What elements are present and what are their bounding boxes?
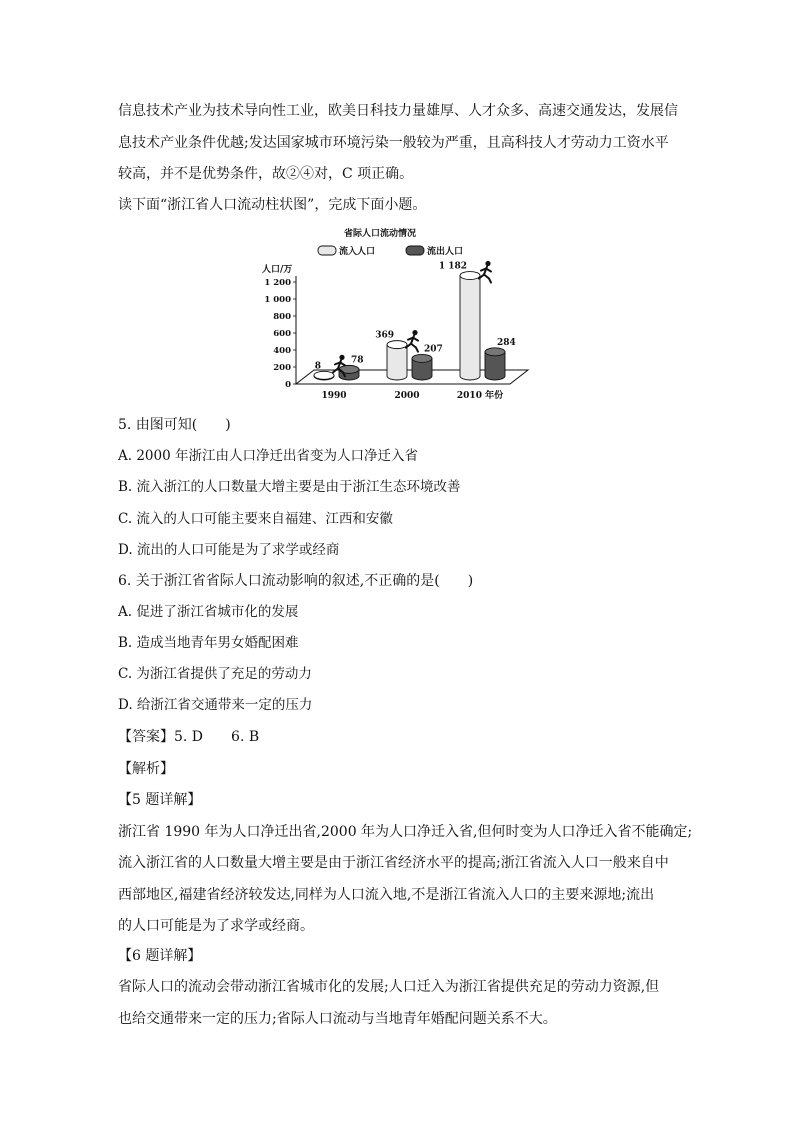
x-tick-label: 1990 [321, 391, 347, 401]
option-b: B. 造成当地青年男女婚配困难 [118, 635, 299, 651]
bar-body [460, 276, 480, 380]
text-line: 省际人口的流动会带动浙江省城市化的发展;人口迁入为浙江省提供充足的劳动力资源,但 [118, 979, 660, 995]
bar-top [412, 354, 432, 362]
bar-top [387, 341, 407, 349]
bar [460, 272, 480, 380]
runner-head [412, 330, 417, 335]
bar [314, 371, 334, 380]
y-tick-label: 1 200 [264, 278, 291, 288]
option-b: B. 流入浙江的人口数量大增主要是由于浙江生态环境改善 [118, 479, 461, 495]
legend-label: 流出人口 [427, 247, 464, 257]
legend-swatch [318, 246, 336, 255]
section-heading: 【5 题详解】 [118, 792, 202, 808]
bar-body [387, 345, 407, 380]
answer-line: 【答案】5. D 6. B [118, 729, 260, 745]
x-tick-label: 2010 年份 [456, 391, 504, 401]
text-line: 的人口可能是为了求学或经商。 [118, 918, 314, 934]
text-line: 信息技术产业为技术导向性工业，欧美日科技力量雄厚、人才众多、高速交通发达，发展信 [118, 103, 678, 119]
population-flow-chart [258, 222, 533, 402]
runner-body [479, 267, 491, 283]
bar-top [314, 371, 334, 379]
runner-icon [406, 330, 418, 352]
option-d: D. 流出的人口可能是为了求学或经商 [118, 542, 340, 558]
runner-icon [479, 261, 491, 283]
data-label: 207 [424, 344, 443, 355]
y-tick-label: 400 [273, 346, 291, 356]
option-a: A. 促进了浙江省城市化的发展 [118, 604, 299, 620]
data-label: 284 [497, 337, 516, 348]
text-line: 息技术产业条件优越;发达国家城市环境污染一般较为严重，且高科技人才劳动力工资水平 [118, 135, 669, 151]
y-axis-label: 人口/万 [262, 265, 293, 275]
x-tick-label: 2000 [394, 391, 420, 401]
legend-swatch [406, 246, 424, 255]
text-line: 也给交通带来一定的压力;省际人口流动与当地青年婚配问题关系不大。 [118, 1011, 557, 1027]
option-a: A. 2000 年浙江由人口净迁出省变为人口净迁入省 [118, 448, 418, 464]
legend-label: 流入人口 [339, 247, 376, 257]
runner-body [406, 336, 418, 352]
question-stem: 6. 关于浙江省省际人口流动影响的叙述,不正确的是( ) [118, 573, 474, 589]
bar-top [485, 348, 505, 356]
data-label: 369 [375, 330, 394, 341]
data-label: 8 [314, 361, 321, 372]
runner-head [339, 355, 344, 360]
y-tick-label: 0 [285, 380, 291, 390]
data-label: 78 [351, 355, 364, 366]
bar [485, 348, 505, 380]
bar-top [460, 272, 480, 280]
option-c: C. 为浙江省提供了充足的劳动力 [118, 666, 312, 682]
bar [387, 341, 407, 380]
data-label: 1 182 [438, 261, 467, 272]
y-tick-label: 800 [273, 312, 291, 322]
y-tick-label: 200 [273, 363, 291, 373]
text-line: 流入浙江省的人口数量大增主要是由于浙江省经济水平的提高;浙江省流入人口一般来自中 [118, 855, 669, 871]
section-heading: 【6 题详解】 [118, 948, 202, 964]
text-line: 西部地区,福建省经济较发达,同样为人口流入地,不是浙江省流入人口的主要来源地;流出 [118, 887, 655, 903]
option-d: D. 给浙江省交通带来一定的压力 [118, 697, 313, 713]
chart-intro: 读下面“浙江省人口流动柱状图”，完成下面小题。 [118, 197, 427, 213]
y-tick-label: 1 000 [264, 295, 291, 305]
analysis-heading: 【解析】 [118, 761, 174, 777]
y-tick-label: 600 [273, 329, 291, 339]
text-line: 较高，并不是优势条件，故②④对，C 项正确。 [118, 166, 414, 182]
bar [412, 354, 432, 380]
option-c: C. 流入的人口可能主要来自福建、江西和安徽 [118, 511, 393, 527]
runner-head [485, 261, 490, 266]
question-stem: 5. 由图可知( ) [118, 417, 231, 433]
chart-title: 省际人口流动情况 [344, 229, 417, 239]
text-line: 浙江省 1990 年为人口净迁出省,2000 年为人口净迁入省,但何时变为人口净迁入省不能确定; [118, 824, 693, 840]
